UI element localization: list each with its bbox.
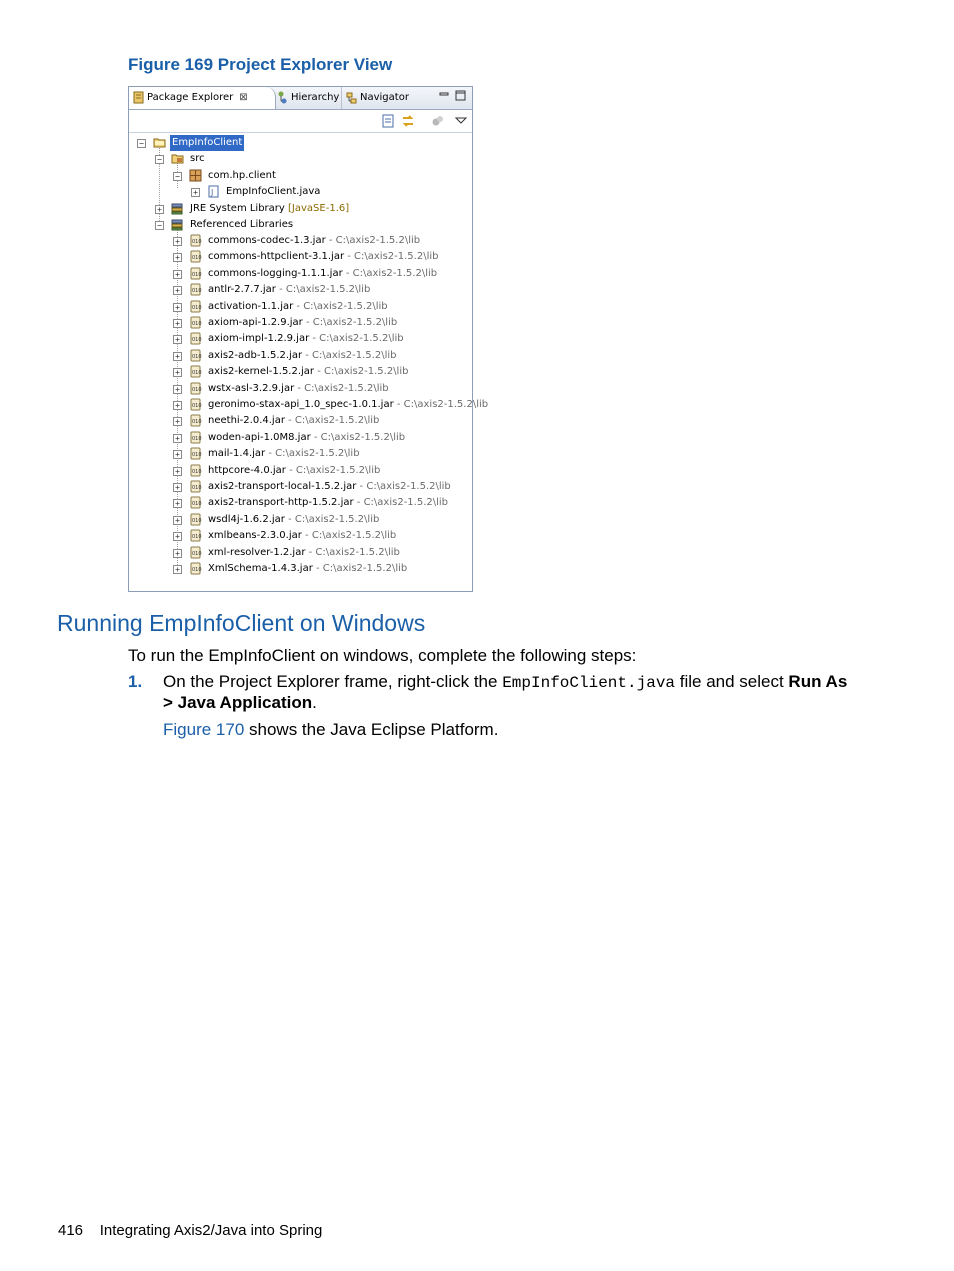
step-number: 1. (128, 672, 143, 691)
jar-name: woden-api-1.0M8.jar (208, 431, 311, 443)
library-icon (171, 202, 184, 215)
jar-name: axis2-transport-local-1.5.2.jar (208, 481, 357, 492)
svg-text:010: 010 (192, 435, 202, 442)
jar-path: - C:\axis2-1.5.2\lib (265, 448, 360, 460)
collapse-icon[interactable]: − (155, 155, 164, 164)
maximize-icon[interactable] (455, 90, 466, 101)
jar-path: - C:\axis2-1.5.2\lib (325, 235, 421, 246)
svg-text:010: 010 (192, 304, 202, 311)
jar-name: commons-logging-1.1.1.jar (208, 267, 343, 279)
jar-icon (189, 414, 202, 427)
expand-icon[interactable]: + (173, 532, 182, 541)
svg-text:010: 010 (192, 517, 202, 524)
expand-icon[interactable]: + (173, 319, 182, 328)
jar-name: axiom-impl-1.2.9.jar (208, 333, 310, 345)
svg-text:010: 010 (192, 386, 202, 393)
jar-name: antlr-2.7.7.jar (208, 284, 276, 296)
jar-icon (189, 447, 202, 460)
jar-path: - C:\axis2-1.5.2\lib (275, 284, 371, 296)
jar-icon (189, 546, 202, 559)
jar-name: wsdl4j-1.6.2.jar (208, 513, 285, 525)
jar-name: wstx-asl-3.2.9.jar (208, 382, 295, 394)
jar-path: - C:\axis2-1.5.2\lib (310, 431, 406, 443)
figure-ref-text: shows the Java Eclipse Platform. (244, 720, 499, 739)
expand-icon[interactable]: + (173, 237, 182, 246)
expand-icon[interactable]: + (173, 303, 182, 312)
expand-icon[interactable]: + (155, 205, 164, 214)
jar-path: - C:\axis2-1.5.2\lib (284, 513, 380, 525)
navigator-icon (346, 91, 357, 104)
close-icon[interactable]: ⊠ (239, 92, 248, 103)
package-icon (189, 169, 202, 182)
jar-name: commons-codec-1.3.jar (208, 235, 326, 246)
expand-icon[interactable]: + (173, 516, 182, 525)
jar-path: - C:\axis2-1.5.2\lib (301, 530, 397, 542)
hierarchy-icon (277, 91, 288, 104)
tab-navigator[interactable] (341, 87, 409, 109)
expand-icon[interactable]: + (173, 253, 182, 262)
collapse-icon[interactable]: − (173, 172, 182, 181)
jar-icon (189, 267, 202, 280)
svg-text:010: 010 (192, 501, 202, 508)
project-tree (129, 133, 489, 591)
jar-icon (189, 398, 202, 411)
link-with-editor-icon[interactable] (401, 114, 415, 128)
view-tab-bar (129, 87, 472, 110)
expand-icon[interactable]: + (173, 434, 182, 443)
svg-text:010: 010 (192, 567, 202, 573)
expand-icon[interactable]: + (173, 450, 182, 459)
collapse-icon[interactable]: − (155, 221, 164, 230)
expand-icon[interactable]: + (173, 352, 182, 361)
jar-icon (189, 562, 202, 575)
svg-text:010: 010 (192, 534, 202, 541)
jar-name: axiom-api-1.2.9.jar (208, 317, 303, 328)
jar-path: - C:\axis2-1.5.2\lib (393, 399, 489, 410)
jar-name: axis2-adb-1.5.2.jar (208, 349, 303, 361)
svg-text:010: 010 (192, 370, 202, 377)
jar-icon (189, 234, 202, 247)
expand-icon[interactable]: + (173, 286, 182, 295)
svg-text:010: 010 (192, 239, 202, 245)
jar-icon (189, 496, 202, 509)
library-icon (171, 218, 184, 231)
svg-text:010: 010 (192, 550, 202, 557)
svg-text:010: 010 (192, 403, 202, 409)
expand-icon[interactable]: + (173, 368, 182, 377)
tab-label: Package Explorer (147, 92, 234, 103)
step-text: On the Project Explorer frame, right-click the (163, 672, 503, 691)
jar-name: geronimo-stax-api_1.0_spec-1.0.1.jar (208, 399, 394, 410)
jar-icon (189, 365, 202, 378)
tab-hierarchy[interactable] (273, 87, 339, 109)
expand-icon[interactable]: + (173, 467, 182, 476)
section-heading: Running EmpInfoClient on Windows (57, 610, 426, 636)
page-footer (58, 1222, 322, 1239)
footer-title: Integrating Axis2/Java into Spring (99, 1222, 323, 1239)
jar-path: - C:\axis2-1.5.2\lib (312, 563, 408, 574)
step-text: . (312, 693, 317, 712)
expand-icon[interactable]: + (173, 549, 182, 558)
jar-path: - C:\axis2-1.5.2\lib (356, 481, 451, 492)
expand-icon[interactable]: + (173, 565, 182, 574)
jar-path: - C:\axis2-1.5.2\lib (293, 300, 388, 312)
svg-text:010: 010 (192, 288, 202, 295)
jar-path: - C:\axis2-1.5.2\lib (342, 267, 438, 279)
jar-name: XmlSchema-1.4.3.jar (208, 563, 313, 574)
svg-text:J: J (211, 188, 214, 197)
jar-path: - C:\axis2-1.5.2\lib (294, 382, 389, 394)
tab-package-explorer[interactable] (129, 87, 276, 109)
jar-path: - C:\axis2-1.5.2\lib (309, 333, 404, 345)
jar-path: - C:\axis2-1.5.2\lib (285, 464, 381, 476)
step-1-line-2 (163, 693, 317, 713)
jar-path: - C:\axis2-1.5.2\lib (284, 415, 380, 427)
jar-name: commons-httpclient-3.1.jar (208, 251, 345, 263)
menu-path-bold: > Java Application (163, 693, 313, 712)
menu-path-bold: Run As (788, 672, 848, 691)
jar-icon (189, 332, 202, 345)
project-folder-icon (153, 136, 166, 149)
jar-icon (189, 431, 202, 444)
jar-name: axis2-transport-http-1.5.2.jar (208, 497, 354, 509)
expand-icon[interactable]: + (173, 270, 182, 279)
jar-path: - C:\axis2-1.5.2\lib (302, 317, 398, 328)
expand-icon[interactable]: + (173, 401, 182, 410)
jar-name: xmlbeans-2.3.0.jar (208, 530, 302, 542)
step-1-line-1 (163, 672, 847, 692)
jar-path: - C:\axis2-1.5.2\lib (302, 349, 397, 361)
jar-name: axis2-kernel-1.5.2.jar (208, 366, 315, 378)
svg-text:010: 010 (192, 468, 202, 475)
tab-label: Hierarchy (291, 92, 340, 103)
jar-icon (189, 513, 202, 526)
jar-icon (189, 480, 202, 493)
jar-path: - C:\axis2-1.5.2\lib (314, 366, 409, 378)
svg-text:010: 010 (192, 255, 202, 262)
expand-icon[interactable]: + (173, 385, 182, 394)
jar-name: xml-resolver-1.2.jar (208, 546, 306, 558)
filter-icon[interactable] (431, 114, 445, 128)
package-explorer-panel (128, 86, 489, 592)
intro-paragraph: To run the EmpInfoClient on windows, complete the following steps: (128, 646, 637, 665)
collapse-all-icon[interactable] (381, 114, 395, 128)
jar-icon (189, 349, 202, 362)
jar-name: httpcore-4.0.jar (208, 464, 286, 476)
java-file-icon (207, 185, 220, 198)
expand-icon[interactable]: + (173, 417, 182, 426)
java-file-label: EmpInfoClient.java (226, 186, 321, 197)
jar-name: mail-1.4.jar (208, 448, 266, 460)
jar-icon (189, 529, 202, 542)
svg-text:010: 010 (192, 452, 202, 459)
step-text: file and select (675, 672, 789, 691)
expand-icon[interactable]: + (173, 335, 182, 344)
svg-text:010: 010 (192, 485, 202, 491)
jar-icon (189, 464, 202, 477)
page-number: 416 (58, 1222, 84, 1239)
referenced-libraries-label: Referenced Libraries (190, 219, 294, 230)
project-name: EmpInfoClient (170, 135, 244, 151)
jar-icon (189, 283, 202, 296)
jre-label: JRE System Library (190, 203, 285, 214)
view-toolbar (129, 110, 472, 133)
collapse-icon[interactable]: − (137, 139, 146, 148)
jar-icon (189, 300, 202, 313)
tab-label: Navigator (360, 92, 409, 103)
svg-text:010: 010 (192, 321, 202, 327)
jar-icon (189, 382, 202, 395)
jar-icon (189, 316, 202, 329)
expand-icon[interactable]: + (173, 483, 182, 492)
figure-reference-paragraph (163, 720, 498, 740)
expand-icon[interactable]: + (191, 188, 200, 197)
expand-icon[interactable]: + (173, 499, 182, 508)
figure-caption: Figure 169 Project Explorer View (128, 55, 393, 74)
jar-icon (189, 250, 202, 263)
src-label: src (190, 153, 205, 164)
package-label: com.hp.client (208, 170, 276, 181)
jar-path: - C:\axis2-1.5.2\lib (344, 251, 439, 263)
inline-code: EmpInfoClient.java (502, 674, 676, 692)
svg-text:010: 010 (192, 337, 202, 344)
jar-path: - C:\axis2-1.5.2\lib (353, 497, 449, 509)
svg-text:010: 010 (192, 353, 202, 360)
jre-version: [JavaSE-1.6] (288, 203, 350, 214)
jar-path: - C:\axis2-1.5.2\lib (305, 546, 400, 558)
jar-name: neethi-2.0.4.jar (208, 415, 285, 427)
figure-170-link[interactable]: Figure 170 (163, 720, 245, 739)
jar-name: activation-1.1.jar (208, 300, 294, 312)
svg-text:010: 010 (192, 419, 202, 426)
package-explorer-icon (133, 91, 144, 104)
svg-text:010: 010 (192, 271, 202, 278)
view-menu-icon[interactable] (454, 114, 468, 128)
minimize-icon[interactable] (439, 91, 449, 101)
source-folder-icon (171, 152, 184, 165)
